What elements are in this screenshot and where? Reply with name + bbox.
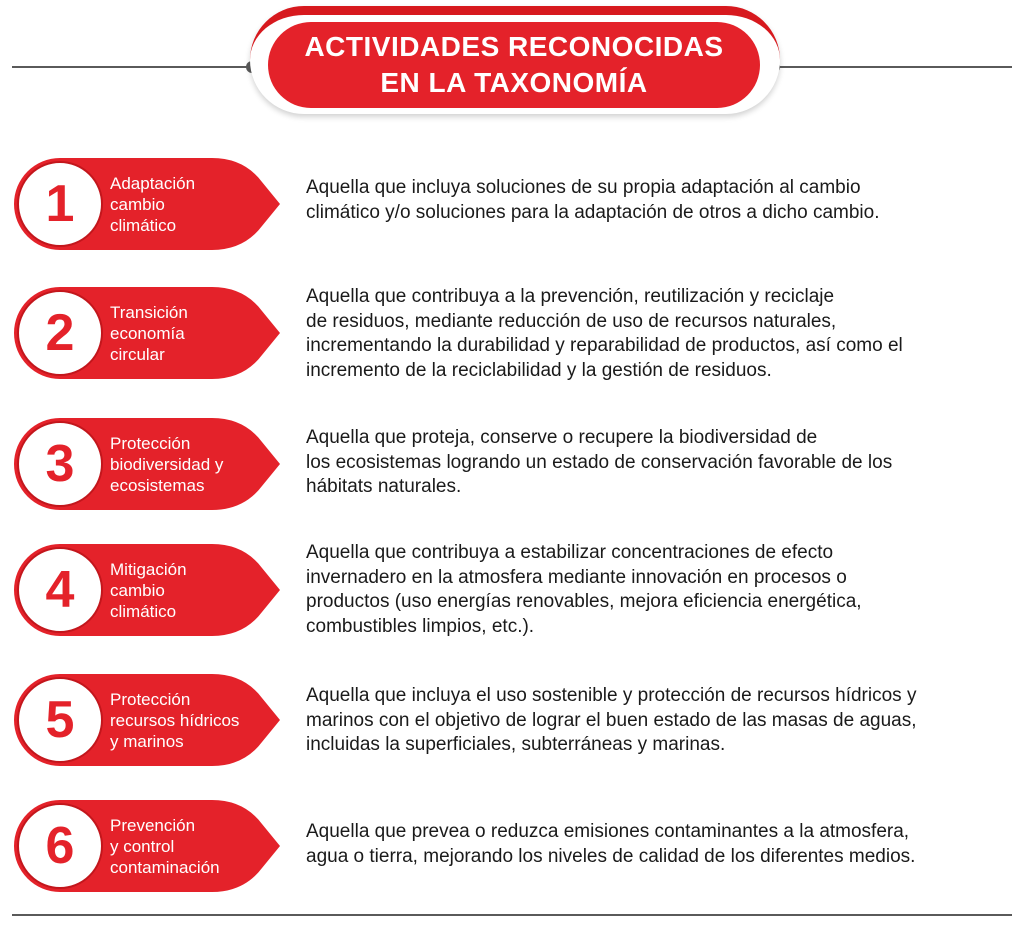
description-1: Aquella que incluya soluciones de su propia adaptación al cambio climático y/o soluciones para la adaptación de otros a dicho cambio.: [306, 177, 880, 223]
badge-label-1: Adaptación cambio climático: [110, 173, 196, 235]
badge-2: [12, 285, 282, 381]
badge-number-6: 6: [45, 817, 75, 875]
badge-label-4: Mitigación cambio climático: [110, 559, 187, 621]
badge-number-2: 2: [45, 304, 75, 362]
title-line-2: EN LA TAXONOMÍA: [380, 67, 648, 98]
badge-5: [12, 672, 282, 768]
badge-3: [12, 416, 282, 512]
header-rule-left: [12, 66, 256, 68]
description-6: Aquella que prevea o reduzca emisiones contaminantes a la atmosfera, agua o tierra, mejorando los niveles de calidad de los diferentes medios.: [306, 821, 916, 867]
badge-number-5: 5: [45, 691, 75, 749]
badge-number-3: 3: [45, 435, 75, 493]
description-2: Aquella que contribuya a la prevención, reutilización y reciclaje de residuos, mediante reducción de uso de recursos naturales, incrementando la durabilidad y reparabilidad de productos, así como el incremento de la reciclabilidad y la gestión de residuos.: [306, 286, 903, 381]
title-line-1: ACTIVIDADES RECONOCIDAS: [304, 31, 724, 62]
page-title: [268, 22, 760, 108]
badge-4: [12, 542, 282, 638]
badge-label-6: Prevención y control contaminación: [110, 815, 220, 877]
badge-1: [12, 156, 282, 252]
badge-number-1: 1: [45, 175, 75, 233]
badge-label-2: Transición economía circular: [110, 302, 188, 364]
header-rule-right: [776, 66, 1012, 68]
description-4: Aquella que contribuya a estabilizar concentraciones de efecto invernadero en la atmosfera mediante innovación en procesos o productos (uso energías renovables, mejora eficiencia energética, combustibles limpios, etc.).: [306, 542, 862, 637]
badge-number-4: 4: [45, 561, 75, 619]
badge-label-3: Protección biodiversidad y ecosistemas: [110, 433, 224, 495]
badge-label-5: Protección recursos hídricos y marinos: [110, 689, 240, 751]
description-5: Aquella que incluya el uso sostenible y protección de recursos hídricos y marinos con el objetivo de lograr el buen estado de las masas de aguas, incluidas la superficiales, subterráneas y marinas.: [306, 685, 917, 755]
description-3: Aquella que proteja, conserve o recupere la biodiversidad de los ecosistemas logrando un estado de conservación favorable de los hábitats naturales.: [306, 427, 893, 497]
badge-6: [12, 798, 282, 894]
footer-rule: [12, 914, 1012, 916]
